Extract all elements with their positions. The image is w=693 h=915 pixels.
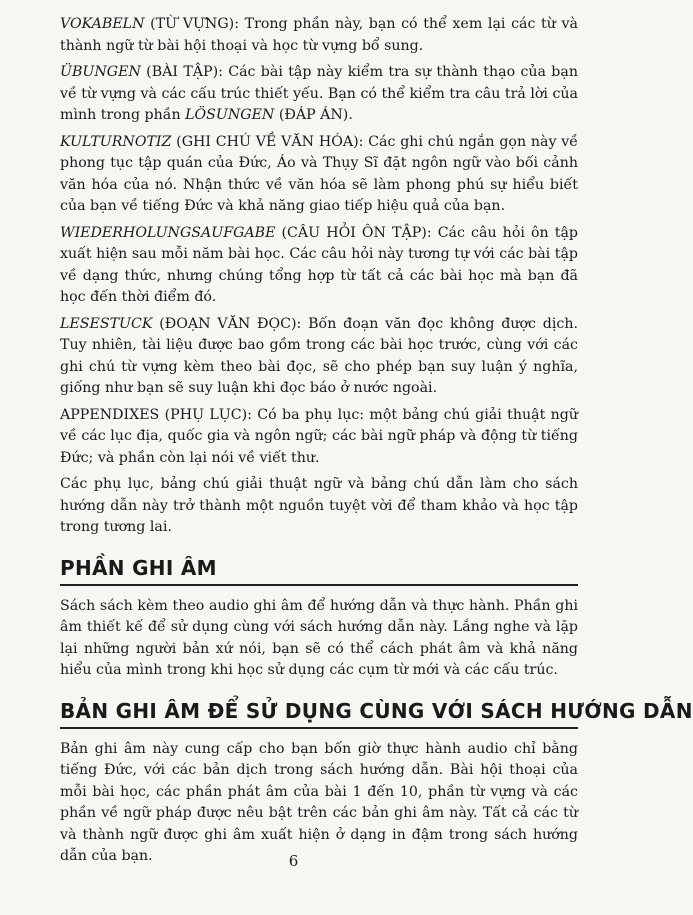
recordings-manual-paragraph: Bản ghi âm này cung cấp cho bạn bốn giờ thực hành audio chỉ bằng tiếng Đức, với các bản dịch trong sách hướng dẫn. Bài hội thoại của mỗi bài học, các phần phát âm của bài 1 đến 10, phần từ vựng và các phần về ngữ pháp được nêu bật trên các bản ghi âm này. Tất cả các từ và thành ngữ được ghi âm xuất hiện ở dạng in đậm trong sách hướng dẫn của bạn. xyxy=(60,740,578,864)
section-text: (TỪ VỰNG): Trong phần này, bạn có thể xem lại các từ và thành ngữ từ bài hội thoại và học từ vựng bổ sung. xyxy=(60,16,578,54)
term-label: LESESTUCK xyxy=(60,315,153,332)
section-appendixes xyxy=(60,405,578,470)
section-kulturnotiz xyxy=(60,132,578,218)
section-wiederholungsaufgabe xyxy=(60,223,578,309)
section-text: (ĐOẠN VĂN ĐỌC): Bốn đoạn văn đọc không được dịch. Tuy nhiên, tài liệu được bao gồm trong các bài học trước, cùng với các ghi chú từ vựng kèm theo bài đọc, sẽ cho phép bạn suy luận ý nghĩa, giống như bạn sẽ suy luận khi đọc báo ở nước ngoài. xyxy=(60,315,578,396)
term-label-losungen: LÖSUNGEN xyxy=(185,107,275,123)
section-ubungen xyxy=(60,62,578,127)
section-text: (CÂU HỎI ÔN TẬP): Các câu hỏi ôn tập xuất hiện sau mỗi năm bài học. Các câu hỏi này tương tự với các bài tập về dạng thức, nhưng chúng tổng hợp từ tất cả các bài học mà bạn đã học đến thời điểm đó. xyxy=(60,224,578,305)
section-text: APPENDIXES (PHỤ LỤC): Có ba phụ lục: một bảng chú giải thuật ngữ về các lục địa, quốc gia và ngôn ngữ; các bài ngữ pháp và động từ tiếng Đức; và phần còn lại nói về viết thư. xyxy=(60,406,578,466)
section-lesestuck xyxy=(60,314,578,400)
term-label: WIEDERHOLUNGSAUFGABE xyxy=(60,224,276,241)
page-content xyxy=(60,14,693,873)
section-vokabeln xyxy=(60,14,578,57)
term-label: VOKABELN xyxy=(60,16,145,32)
page-number: 6 xyxy=(288,852,299,870)
closing-paragraph: Các phụ lục, bảng chú giải thuật ngữ và bảng chú dẫn làm cho sách hướng dẫn này trở thành một nguồn tuyệt vời để tham khảo và học tập trong tương lai. xyxy=(60,476,578,535)
term-label: ÜBUNGEN xyxy=(60,64,141,80)
section-text: (BÀI TẬP): Các bài tập này kiểm tra sự thành thạo của bạn về từ vựng và các cấu trúc thiết yếu. Bạn có thể kiểm tra câu trả lời của mình trong phần xyxy=(60,64,578,123)
section-text: (GHI CHÚ VỀ VĂN HÓA): Các ghi chú ngắn gọn này về phong tục tập quán của Đức, Áo và Thụy Sĩ đặt ngôn ngữ vào bối cảnh văn hóa của nó. Nhận thức về văn hóa sẽ làm phong phú sự hiểu biết của bạn về tiếng Đức và khả năng giao tiếp hiệu quả của bạn. xyxy=(60,133,578,214)
section-text-end: (ĐÁP ÁN). xyxy=(274,107,353,123)
term-label: KULTURNOTIZ xyxy=(60,133,172,150)
heading-recordings: PHẦN GHI ÂM xyxy=(60,555,578,586)
heading-recordings-with-manual: BẢN GHI ÂM ĐỂ SỬ DỤNG CÙNG VỚI SÁCH HƯỚNG DẪN xyxy=(60,698,578,729)
recordings-paragraph: Sách sách kèm theo audio ghi âm để hướng dẫn và thực hành. Phần ghi âm thiết kế để sử dụng cùng với sách hướng dẫn này. Lắng nghe và lặp lại những người bản xứ nói, bạn sẽ có thể cách phát âm và khả năng hiểu của mình trong khi học sử dụng các cụm từ mới và các cấu trúc. xyxy=(60,597,578,678)
